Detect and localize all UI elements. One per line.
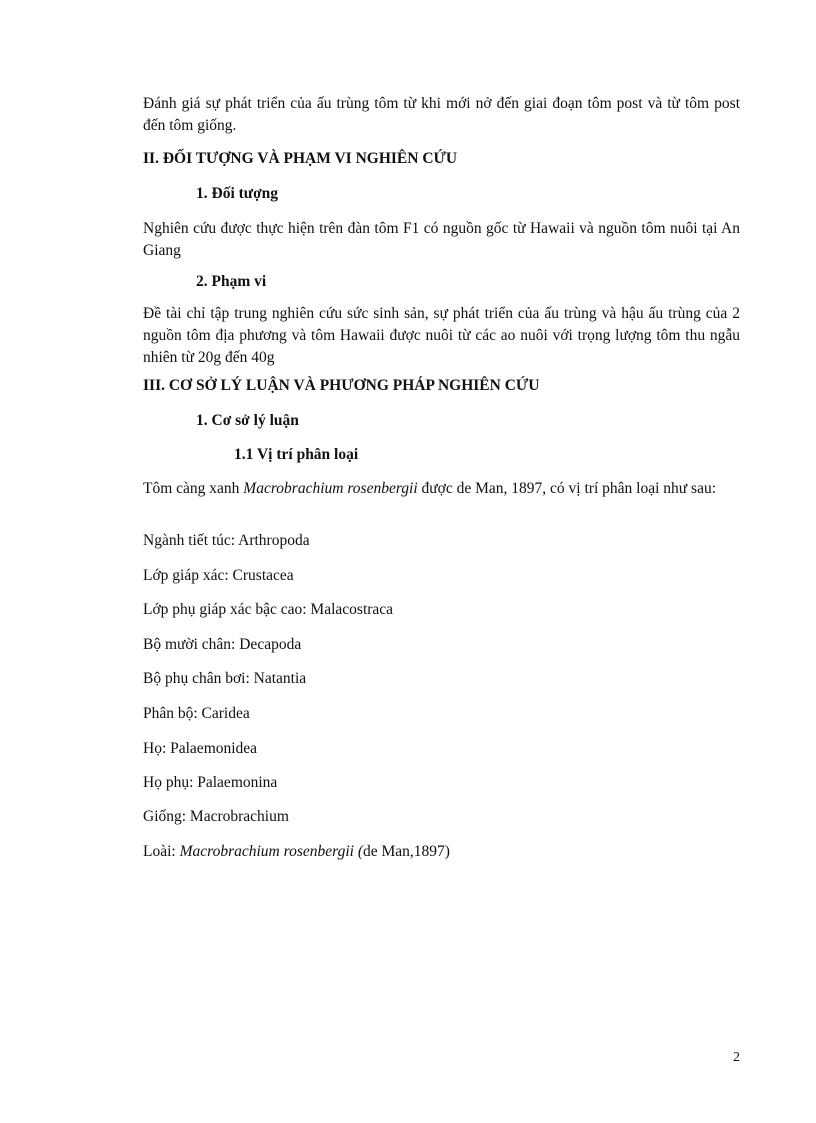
species-label: Loài: [143, 843, 180, 860]
species-author: de Man,1897) [362, 843, 450, 860]
classification-intro-species: Macrobrachium rosenbergii [243, 480, 418, 497]
subsection-co-so-ly-luan-heading: 1. Cơ sở lý luận [196, 412, 299, 429]
doi-tuong-paragraph: Nghiên cứu được thực hiện trên đàn tôm F1 có nguồn gốc từ Hawaii và nguồn tôm nuôi tại An Giang [143, 220, 740, 259]
section-2-heading: II. ĐỐI TƯỢNG VÀ PHẠM VI NGHIÊN CỨU [143, 150, 458, 167]
subsection-vi-tri-phan-loai-heading: 1.1 Vị trí phân loại [234, 446, 359, 463]
taxonomy-subclass: Lớp phụ giáp xác bậc cao: Malacostraca [143, 601, 394, 618]
section-3-heading: III. CƠ SỞ LÝ LUẬN VÀ PHƯƠNG PHÁP NGHIÊN CỨU [143, 377, 540, 394]
pham-vi-paragraph: Đề tài chỉ tập trung nghiên cứu sức sinh sản, sự phát triển của ấu trùng và hậu ấu trùng của 2 nguồn tôm địa phương và tôm Hawaii được nuôi từ các ao nuôi với trọng lượng tôm thu ngẫu nhiên từ 20g đến 40g [143, 305, 740, 366]
taxonomy-subfamily: Họ phụ: Palaemonina [143, 774, 278, 791]
taxonomy-class: Lớp giáp xác: Crustacea [143, 567, 294, 584]
taxonomy-family: Họ: Palaemonidea [143, 740, 258, 757]
taxonomy-infraorder: Phân bộ: Caridea [143, 705, 250, 722]
taxonomy-phylum: Ngành tiết túc: Arthropoda [143, 532, 310, 549]
classification-intro-paragraph [143, 478, 740, 500]
taxonomy-order: Bộ mười chân: Decapoda [143, 636, 302, 653]
taxonomy-suborder: Bộ phụ chân bơi: Natantia [143, 670, 307, 687]
intro-paragraph: Đánh giá sự phát triển của ấu trùng tôm từ khi mới nở đến giai đoạn tôm post và từ tôm post đến tôm giống. [143, 95, 740, 134]
subsection-doi-tuong-heading: 1. Đối tượng [196, 185, 279, 202]
page-number: 2 [733, 1050, 740, 1065]
taxonomy-species [143, 841, 740, 863]
species-name: Macrobrachium rosenbergii ( [179, 843, 363, 860]
classification-intro-before: Tôm càng xanh [143, 480, 244, 497]
taxonomy-genus: Giống: Macrobrachium [143, 808, 289, 825]
classification-intro-after: được de Man, 1897, có vị trí phân loại như sau: [417, 480, 717, 497]
subsection-pham-vi-heading: 2. Phạm vi [196, 273, 267, 290]
